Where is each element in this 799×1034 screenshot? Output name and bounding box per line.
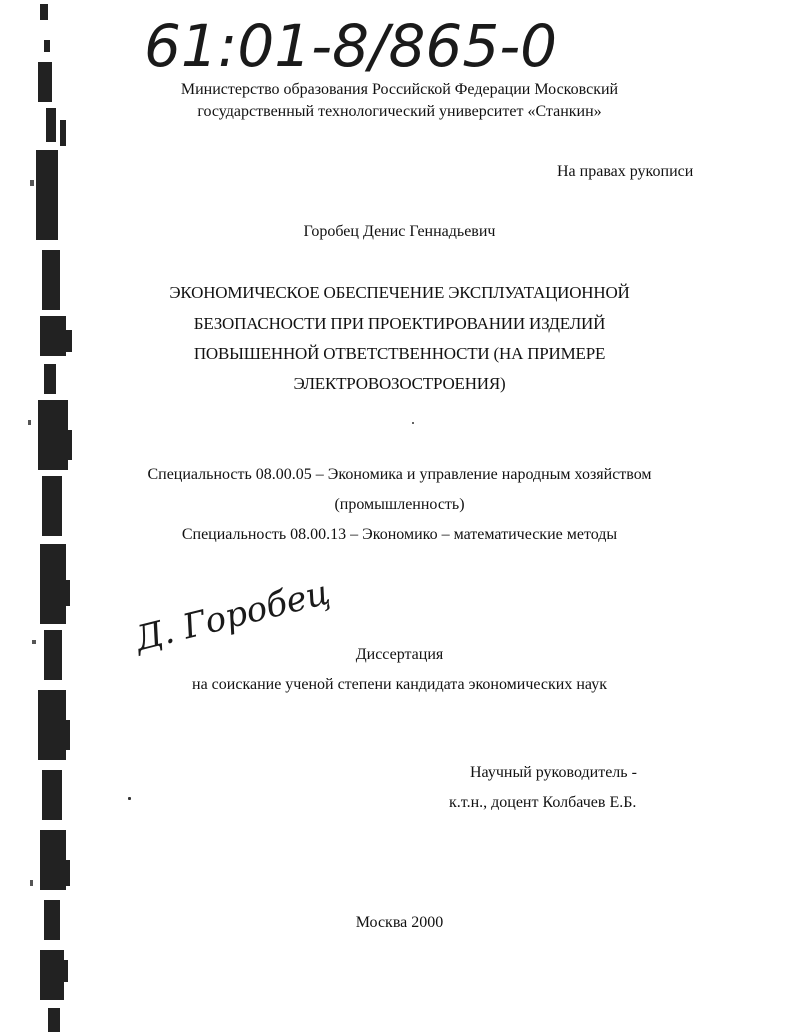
edge-mark — [62, 580, 70, 606]
supervisor-line-1: Научный руководитель - — [470, 764, 637, 781]
edge-mark — [62, 860, 70, 886]
edge-mark — [60, 960, 68, 982]
title-line-3: ПОВЫШЕННОЙ ОТВЕТСТВЕННОСТИ (НА ПРИМЕРЕ — [193, 344, 606, 363]
title-line-4: ЭЛЕКТРОВОЗОСТРОЕНИЯ) — [293, 374, 506, 393]
edge-mark — [38, 690, 66, 760]
work-type-line-1: Диссертация — [355, 646, 444, 663]
handwritten-registration-number — [140, 8, 600, 78]
edge-speck — [28, 420, 31, 425]
signature-text: Д. Горобец — [131, 572, 334, 660]
edge-mark — [66, 430, 72, 460]
supervisor-line-2: к.т.н., доцент Колбачев Е.Б. — [449, 794, 637, 811]
edge-mark — [44, 40, 50, 52]
edge-speck — [32, 640, 36, 644]
work-type-line-2: на соискание ученой степени кандидата экономических наук — [192, 676, 607, 693]
specialty-line-1: Специальность 08.00.05 – Экономика и управление народным хозяйством — [147, 466, 652, 483]
title-line-1: ЭКОНОМИЧЕСКОЕ ОБЕСПЕЧЕНИЕ ЭКСПЛУАТАЦИОННОЙ — [169, 283, 630, 302]
binding-edge-noise — [0, 0, 80, 1034]
edge-mark — [60, 120, 66, 146]
scan-speck — [128, 797, 131, 800]
edge-mark — [40, 4, 48, 20]
manuscript-rights-note: На правах рукописи — [557, 163, 694, 180]
registration-number-text: 61:01-8/865-0 — [144, 12, 558, 80]
edge-speck — [30, 180, 34, 186]
scan-speck — [412, 422, 414, 424]
specialty-line-2: (промышленность) — [334, 496, 465, 513]
edge-mark — [48, 1008, 60, 1032]
specialty-line-3: Специальность 08.00.13 – Экономико – математические методы — [181, 526, 618, 543]
institution-line-2: государственный технологический университет «Станкин» — [197, 103, 602, 120]
edge-mark — [64, 720, 70, 750]
author-name: Горобец Денис Геннадьевич — [303, 223, 496, 240]
edge-speck — [30, 880, 33, 886]
city-year: Москва 2000 — [355, 914, 444, 931]
institution-line-1: Министерство образования Российской Федерации Московский — [180, 81, 619, 98]
edge-mark — [38, 400, 68, 470]
title-line-2: БЕЗОПАСНОСТИ ПРИ ПРОЕКТИРОВАНИИ ИЗДЕЛИЙ — [193, 314, 606, 333]
edge-mark — [42, 770, 62, 820]
